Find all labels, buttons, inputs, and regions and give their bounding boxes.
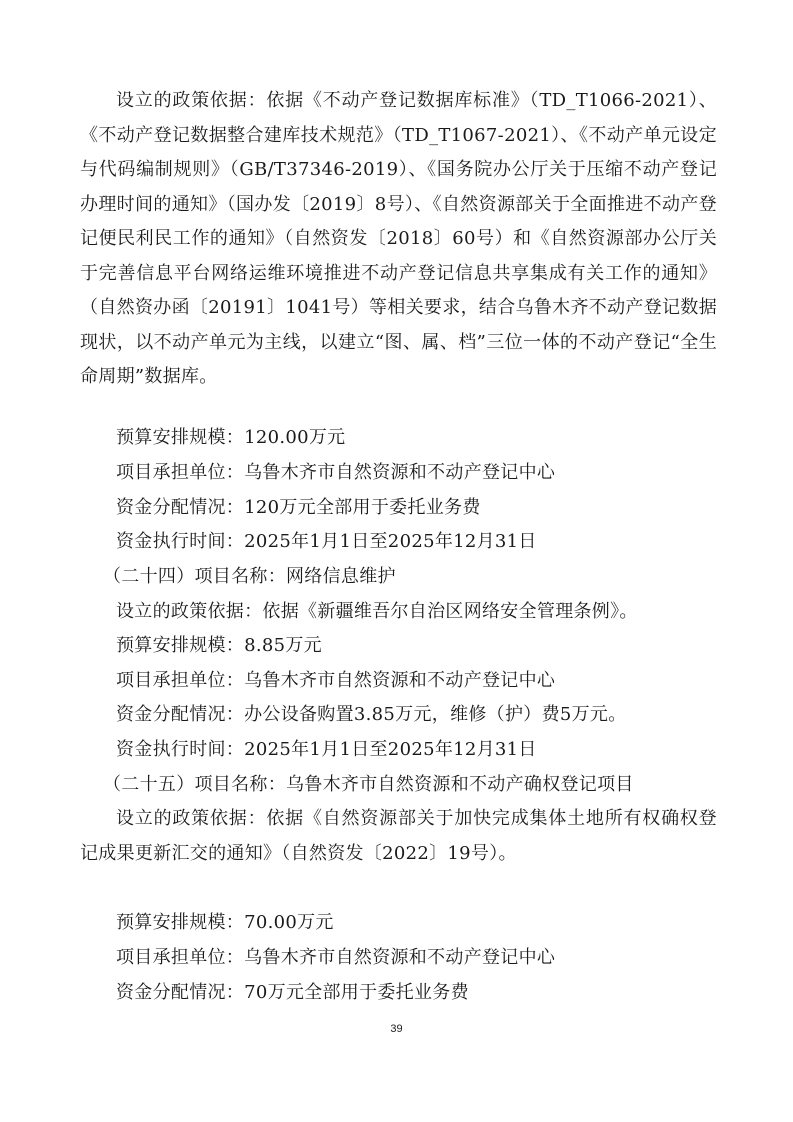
budget-line-24: 预算安排规模：8.85万元 — [116, 635, 322, 656]
budget-line-1: 预算安排规模：120.00万元 — [116, 427, 346, 448]
execution-time-line-24: 资金执行时间：2025年1月1日至2025年12月31日 — [116, 739, 537, 760]
unit-line-24: 项目承担单位：乌鲁木齐市自然资源和不动产登记中心 — [116, 670, 556, 691]
unit-line-1: 项目承担单位：乌鲁木齐市自然资源和不动产登记中心 — [116, 462, 556, 483]
unit-line-25: 项目承担单位：乌鲁木齐市自然资源和不动产登记中心 — [116, 947, 556, 968]
project-25-heading: （二十五）项目名称：乌鲁木齐市自然资源和不动产确权登记项目 — [103, 774, 634, 795]
policy-basis-line-24: 设立的政策依据：依据《新疆维吾尔自治区网络安全管理条例》。 — [116, 601, 638, 622]
execution-time-line-1: 资金执行时间：2025年1月1日至2025年12月31日 — [116, 531, 537, 552]
allocation-line-25: 资金分配情况：70万元全部用于委托业务费 — [116, 982, 469, 1003]
policy-basis-paragraph-25: 设立的政策依据：依据《自然资源部关于加快完成集体土地所有权确权登记成果更新汇交的通知》（自然资发〔2022〕19号）。 — [80, 808, 717, 864]
allocation-line-24: 资金分配情况：办公设备购置3.85万元，维修（护）费5万元。 — [116, 704, 627, 725]
allocation-line-1: 资金分配情况：120万元全部用于委托业务费 — [116, 497, 481, 518]
policy-basis-paragraph-1: 设立的政策依据：依据《不动产登记数据库标准》（TD_T1066-2021）、《不动产登记数据整合建库技术规范》（TD_T1067-2021）、《不动产单元设定与代码编制规则》（GB/T37346-2019）、《国务院办公厅关于压缩不动产登记办理时间的通知》（国办发〔2019〕8号）、《自然资源部关于全面推进不动产登记便民利民工作的通知》（自然资发〔2018〕60号）和《自然资源部办公厅关于完善信息平台网络运维环境推进不动产登记信息共享集成有关工作的通知》（自然资办函〔20191〕1041号）等相关要求，结合乌鲁木齐不动产登记数据现状，以不动产单元为主线，以建立“图、属、档”三位一体的不动产登记“全生命周期”数据库。 — [80, 90, 717, 387]
project-24-heading: （二十四）项目名称：网络信息维护 — [103, 566, 396, 587]
page-number: 39 — [390, 1023, 403, 1035]
budget-line-25: 预算安排规模：70.00万元 — [116, 912, 334, 933]
